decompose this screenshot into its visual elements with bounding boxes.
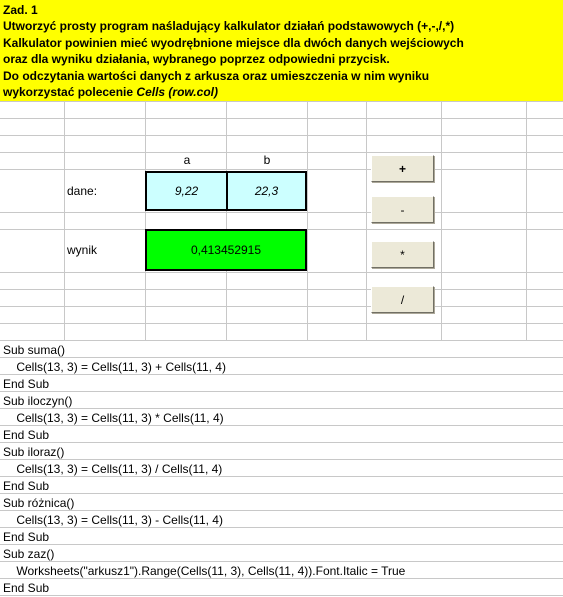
task-title: Zad. 1: [3, 3, 38, 17]
result-value: 0,413452915: [190, 243, 262, 257]
input-b-cell[interactable]: [226, 171, 307, 211]
code-line: Cells(13, 3) = Cells(11, 3) * Cells(11, 4): [3, 411, 224, 425]
add-button[interactable]: [371, 155, 434, 182]
task-line-1: Utworzyć prosty program naśladujący kalkulator działań podstawowych (+,-,/,*): [3, 19, 455, 34]
code-line: Cells(13, 3) = Cells(11, 3) - Cells(11, 4): [3, 513, 223, 527]
task-line-3: oraz dla wyniku działania, wybranego poprzez odpowiedni przycisk.: [3, 52, 390, 67]
input-b-value: 22,3: [254, 184, 279, 198]
wynik-label: wynik: [67, 243, 98, 257]
dane-label: dane:: [67, 184, 98, 198]
header-b: b: [263, 153, 271, 167]
code-line: Worksheets("arkusz1").Range(Cells(11, 3), Cells(11, 4)).Font.Italic = True: [3, 564, 406, 578]
code-line: Sub różnica(): [3, 496, 75, 510]
divide-button-label: /: [400, 292, 405, 307]
code-line: Sub iloraz(): [3, 445, 65, 459]
task-line-2: Kalkulator powinien mieć wyodrębnione miejsce dla dwóch danych wejściowych: [3, 35, 464, 50]
task-line-5-text: wykorzystać polecenie: [3, 85, 137, 100]
code-line: End Sub: [3, 479, 50, 493]
divide-button[interactable]: [371, 286, 434, 313]
code-line: End Sub: [3, 581, 50, 595]
code-line: Sub zaz(): [3, 547, 55, 561]
input-a-value: 9,22: [174, 184, 199, 198]
code-line: End Sub: [3, 428, 50, 442]
code-line: Cells(13, 3) = Cells(11, 3) / Cells(11, 4): [3, 462, 223, 476]
multiply-button-label: *: [400, 247, 405, 262]
subtract-button-label: -: [400, 202, 405, 217]
code-line: End Sub: [3, 377, 50, 391]
task-line-4: Do odczytania wartości danych z arkusza oraz umieszczenia w nim wyniku: [3, 68, 430, 83]
task-line-5-italic: Cells (row.col): [136, 85, 218, 100]
add-button-label: +: [398, 161, 406, 176]
result-cell[interactable]: [145, 229, 307, 271]
code-line: Cells(13, 3) = Cells(11, 3) + Cells(11, 4): [3, 360, 226, 374]
code-line: Sub suma(): [3, 343, 66, 357]
task-description: [0, 0, 563, 101]
code-line: Sub iloczyn(): [3, 394, 73, 408]
subtract-button[interactable]: [371, 196, 434, 223]
header-a: a: [183, 153, 191, 167]
multiply-button[interactable]: [371, 241, 434, 268]
task-line-5: [3, 84, 563, 100]
input-a-cell[interactable]: [145, 171, 228, 211]
code-line: End Sub: [3, 530, 50, 544]
